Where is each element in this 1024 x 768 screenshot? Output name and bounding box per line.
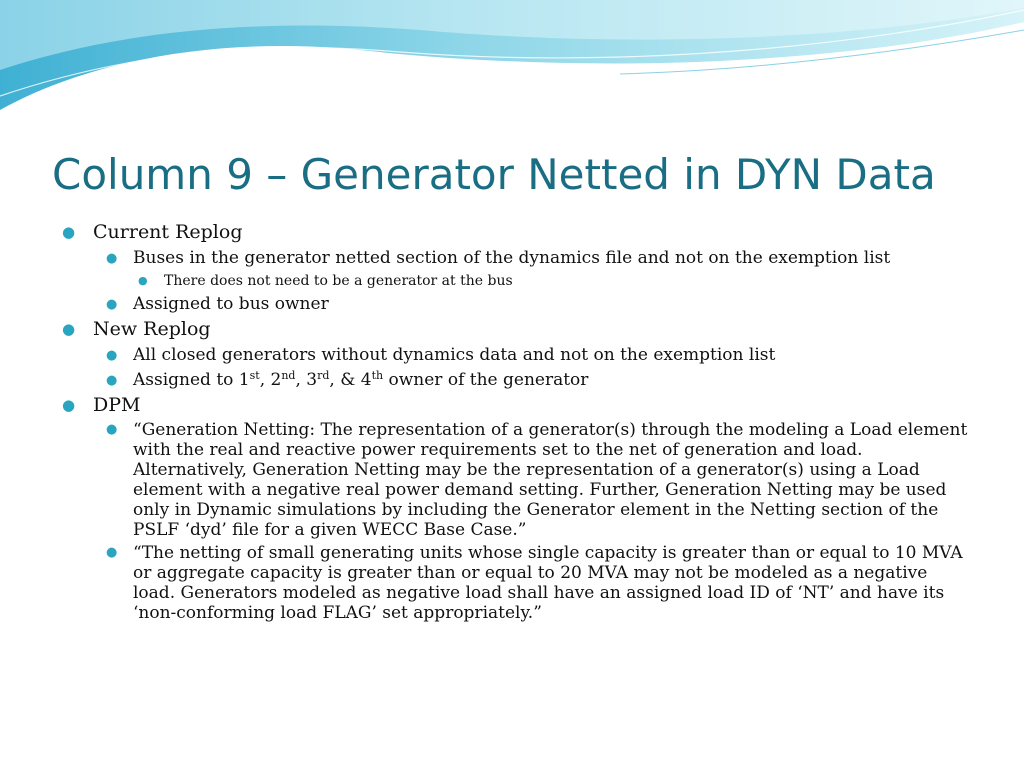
sub-bullet-closed-generators <box>60 345 970 366</box>
bullet-dot-icon: ● <box>106 373 118 388</box>
bullet-text <box>133 370 588 390</box>
text-part: , & 4 <box>329 370 372 390</box>
sub-bullet-assigned-bus-owner <box>60 294 970 315</box>
bullet-dot-icon: ● <box>106 251 118 266</box>
ordinal-suffix: st <box>249 369 260 382</box>
bullet-dpm <box>60 393 970 417</box>
ordinal-suffix: rd <box>317 369 330 382</box>
bullet-current-replog <box>60 220 970 244</box>
bullet-dot-icon: ● <box>62 320 76 338</box>
bullet-dot-icon: ● <box>106 545 118 560</box>
text-part: , 2 <box>259 370 282 390</box>
bullet-text: There does not need to be a generator at the bus <box>164 273 513 289</box>
bullet-text: Assigned to bus owner <box>133 294 329 314</box>
bullet-dot-icon: ● <box>106 348 118 363</box>
bullet-text: Buses in the generator netted section of the dynamics file and not on the exemption list <box>133 248 891 268</box>
bullet-text: Current Replog <box>93 221 243 243</box>
bullet-text: “The netting of small generating units whose single capacity is greater than or equal to 10 MVA or aggregate capacity is greater than or equal to 20 MVA may not be modeled as a negative load. Generators modeled as negative load shall have an assigned load ID of ‘NT’ and have its ‘non-conforming load FLAG’ set appropriately.” <box>133 543 963 623</box>
bullet-text: New Replog <box>93 318 211 340</box>
sub-bullet-buses <box>60 248 970 269</box>
text-part: Assigned to 1 <box>133 370 250 390</box>
sub-sub-bullet-no-generator <box>60 272 970 290</box>
text-part: owner of the generator <box>383 370 589 390</box>
bullet-text: All closed generators without dynamics data and not on the exemption list <box>133 345 776 365</box>
bullet-dot-icon: ● <box>62 396 76 414</box>
bullet-dot-icon: ● <box>106 422 118 437</box>
ordinal-suffix: nd <box>281 369 296 382</box>
sub-bullet-small-units-quote <box>60 543 970 623</box>
ordinal-suffix: th <box>371 369 384 382</box>
text-part: , 3 <box>295 370 318 390</box>
sub-bullet-assigned-owners <box>60 370 970 391</box>
slide-body <box>60 218 970 623</box>
bullet-dot-icon: ● <box>62 223 76 241</box>
bullet-dot-icon: ● <box>106 297 118 312</box>
bullet-text: DPM <box>93 394 141 416</box>
slide-title: Column 9 – Generator Netted in DYN Data <box>52 150 936 199</box>
sub-bullet-generation-netting-quote <box>60 420 970 540</box>
header-wave-decoration <box>0 0 1024 120</box>
bullet-dot-icon: ● <box>138 274 148 287</box>
bullet-text: “Generation Netting: The representation of a generator(s) through the modeling a Load element with the real and reactive power requirements set to the net of generation and load. Alternatively, Generation Netting may be the representation of a generator(s) using a Load element with a negative real power demand setting. Further, Generation Netting may be used only in Dynamic simulations by including the Generator element in the Netting section of the PSLF ‘dyd’ file for a given WECC Base Case.” <box>133 420 968 540</box>
bullet-new-replog <box>60 317 970 341</box>
